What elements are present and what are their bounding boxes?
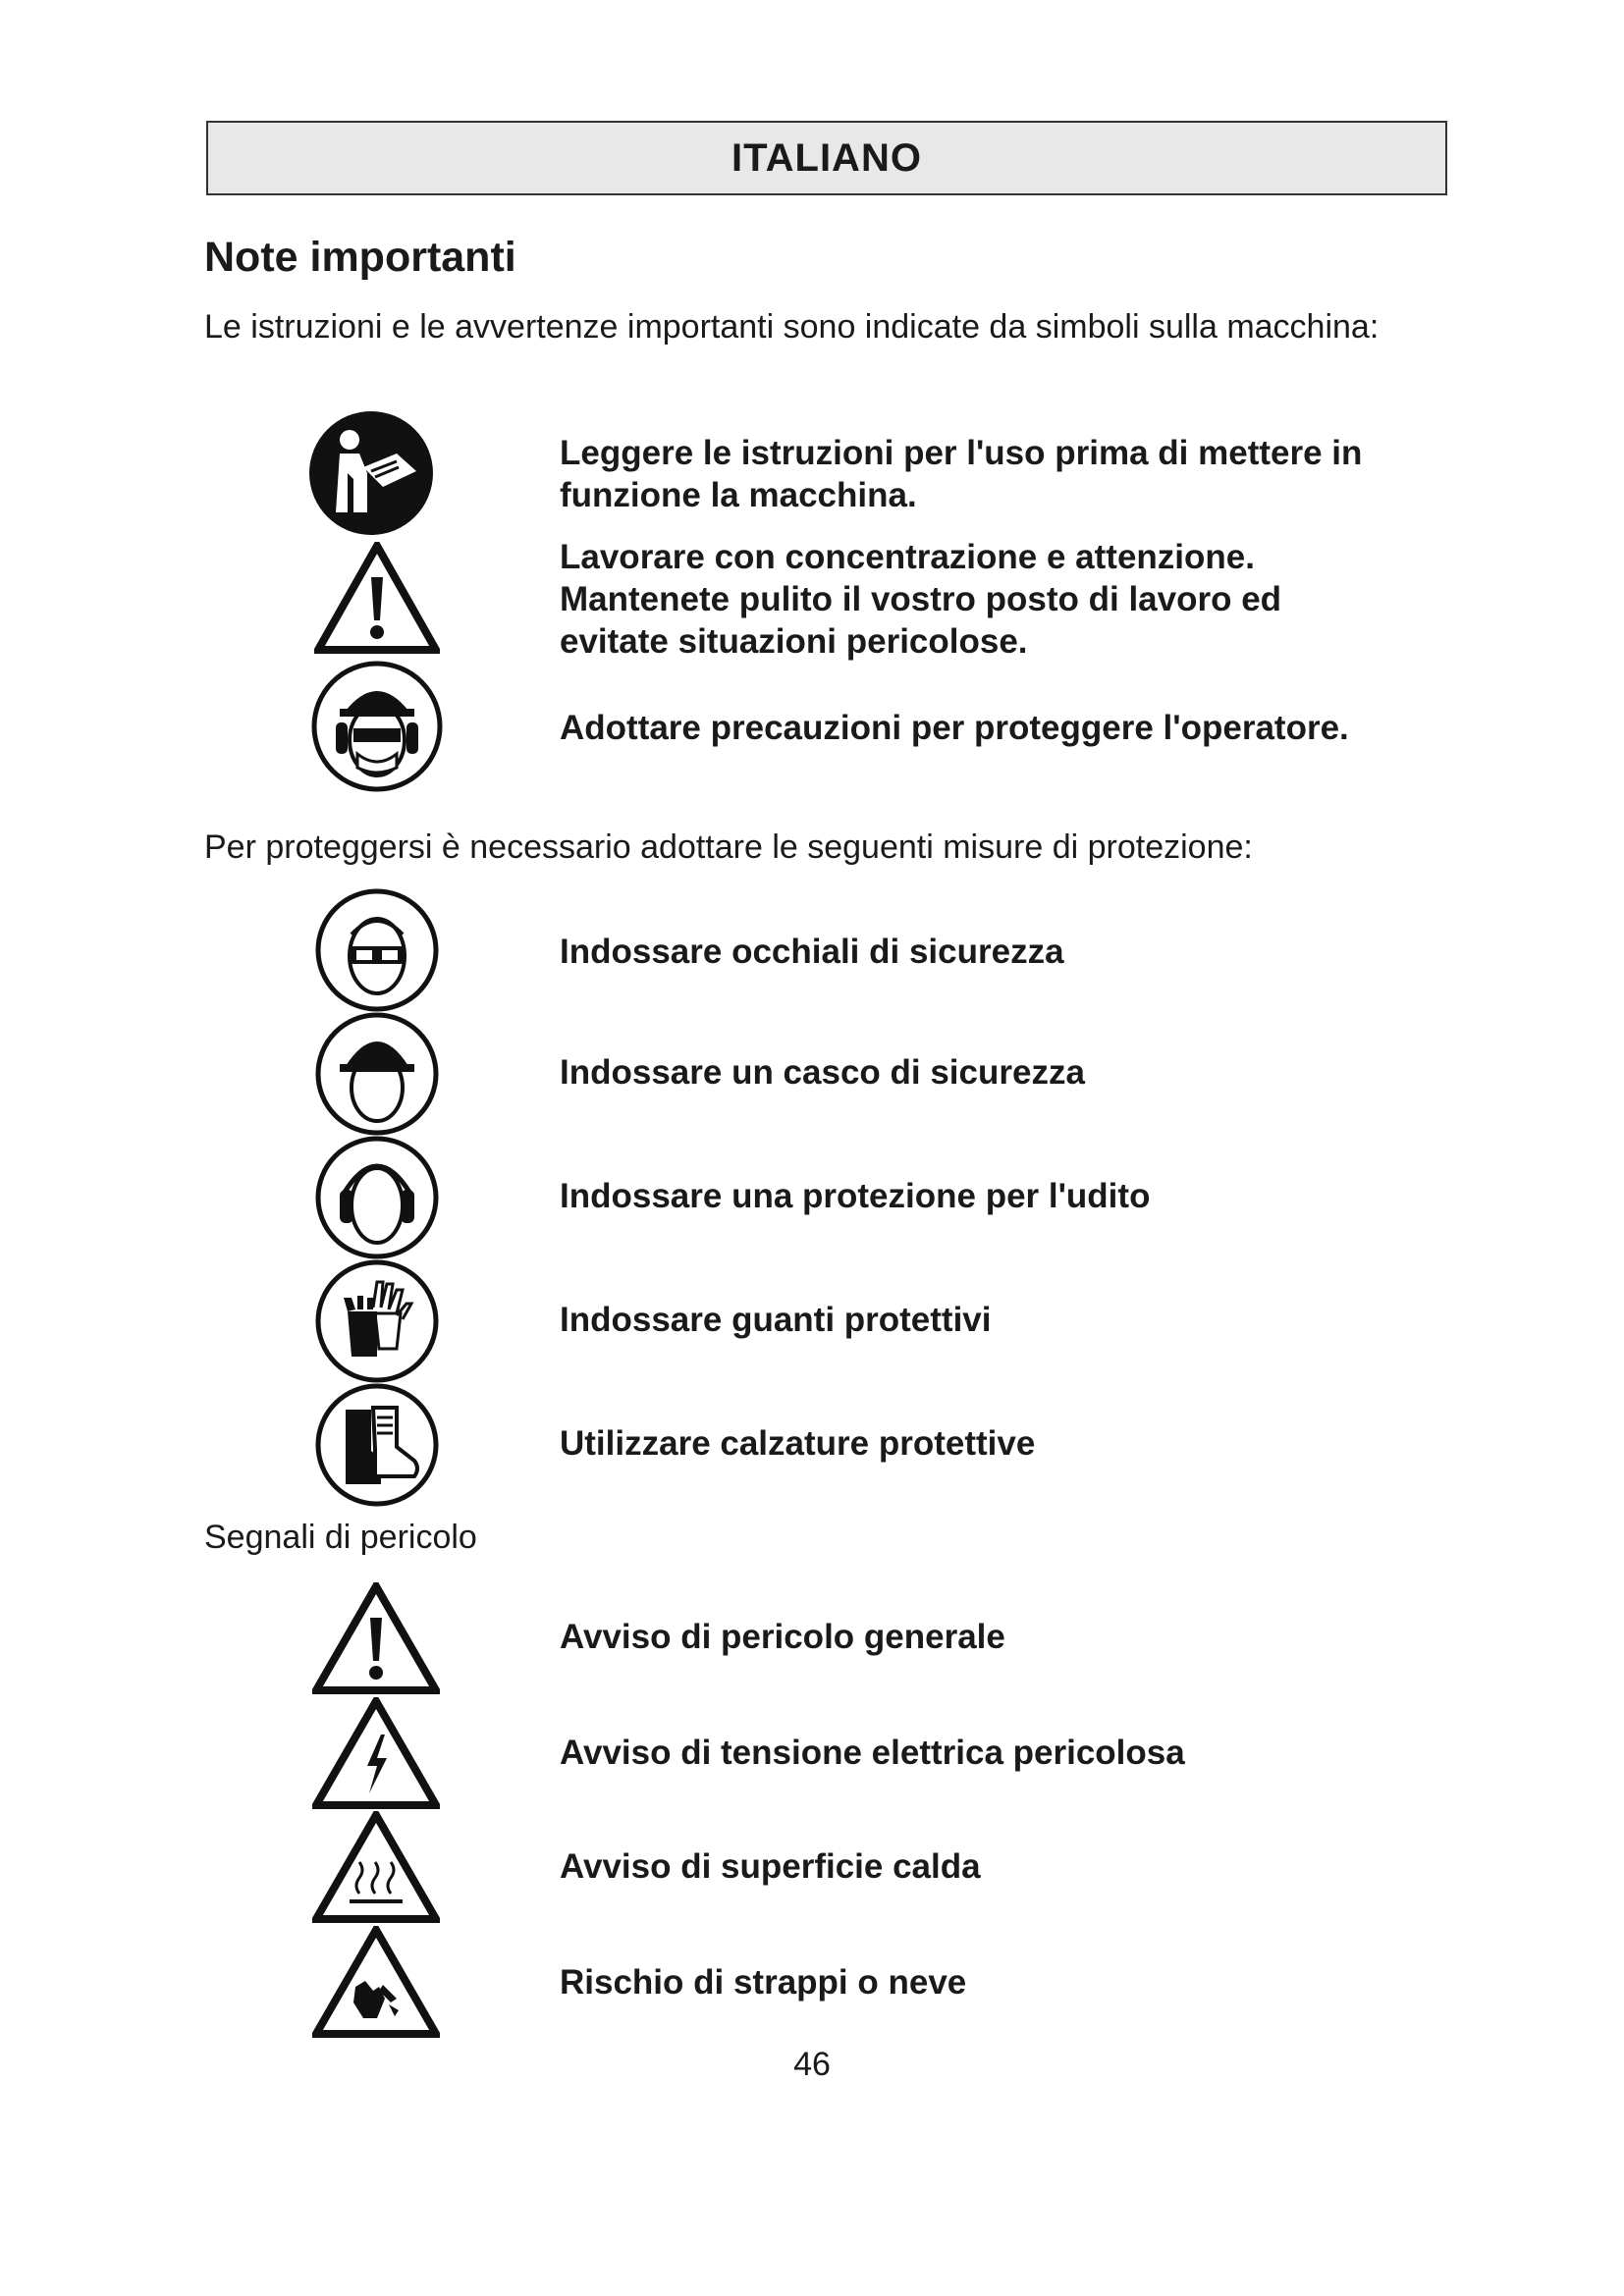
safety-glasses-icon	[314, 887, 440, 1013]
protection-text-helmet: Indossare un casco di sicurezza	[560, 1053, 1085, 1092]
danger-text-cutting: Rischio di strappi o neve	[560, 1963, 967, 2002]
protection-text-boots: Utilizzare calzature protettive	[560, 1424, 1036, 1463]
hearing-protection-icon	[314, 1135, 440, 1260]
danger-signs-title: Segnali di pericolo	[204, 1519, 477, 1556]
page-number: 46	[793, 2046, 831, 2083]
note-text-2: Lavorare con concentrazione e attenzione. Mantenete pulito il vostro posto di lavoro ed evitate situazioni pericolose.	[560, 538, 1282, 661]
note-text-1: Leggere le istruzioni per l'uso prima di mettere in funzione la macchina.	[560, 434, 1363, 514]
protection-text-gloves: Indossare guanti protettivi	[560, 1301, 992, 1339]
safety-boots-icon	[314, 1382, 440, 1508]
operator-protection-icon	[310, 660, 444, 793]
protective-gloves-icon	[314, 1258, 440, 1384]
electric-voltage-icon	[312, 1697, 440, 1809]
danger-text-hot-surface: Avviso di superficie calda	[560, 1847, 981, 1886]
read-manual-icon	[306, 410, 436, 536]
danger-text-general: Avviso di pericolo generale	[560, 1618, 1005, 1656]
safety-helmet-icon	[314, 1011, 440, 1137]
protection-intro: Per proteggersi è necessario adottare le seguenti misure di protezione:	[204, 828, 1253, 866]
hot-surface-icon	[312, 1811, 440, 1923]
danger-text-electric: Avviso di tensione elettrica pericolosa	[560, 1734, 1185, 1772]
section-title: Note importanti	[204, 234, 516, 281]
warning-exclamation-icon	[314, 542, 440, 654]
intro-text: Le istruzioni e le avvertenze importanti sono indicate da simboli sulla macchina:	[204, 308, 1380, 346]
note-text-3: Adottare precauzioni per proteggere l'operatore.	[560, 709, 1349, 747]
language-header: ITALIANO	[206, 121, 1447, 195]
general-danger-icon	[312, 1582, 440, 1694]
protection-text-hearing: Indossare una protezione per l'udito	[560, 1177, 1151, 1215]
protection-text-glasses: Indossare occhiali di sicurezza	[560, 933, 1064, 971]
cutting-hazard-icon	[312, 1926, 440, 2038]
